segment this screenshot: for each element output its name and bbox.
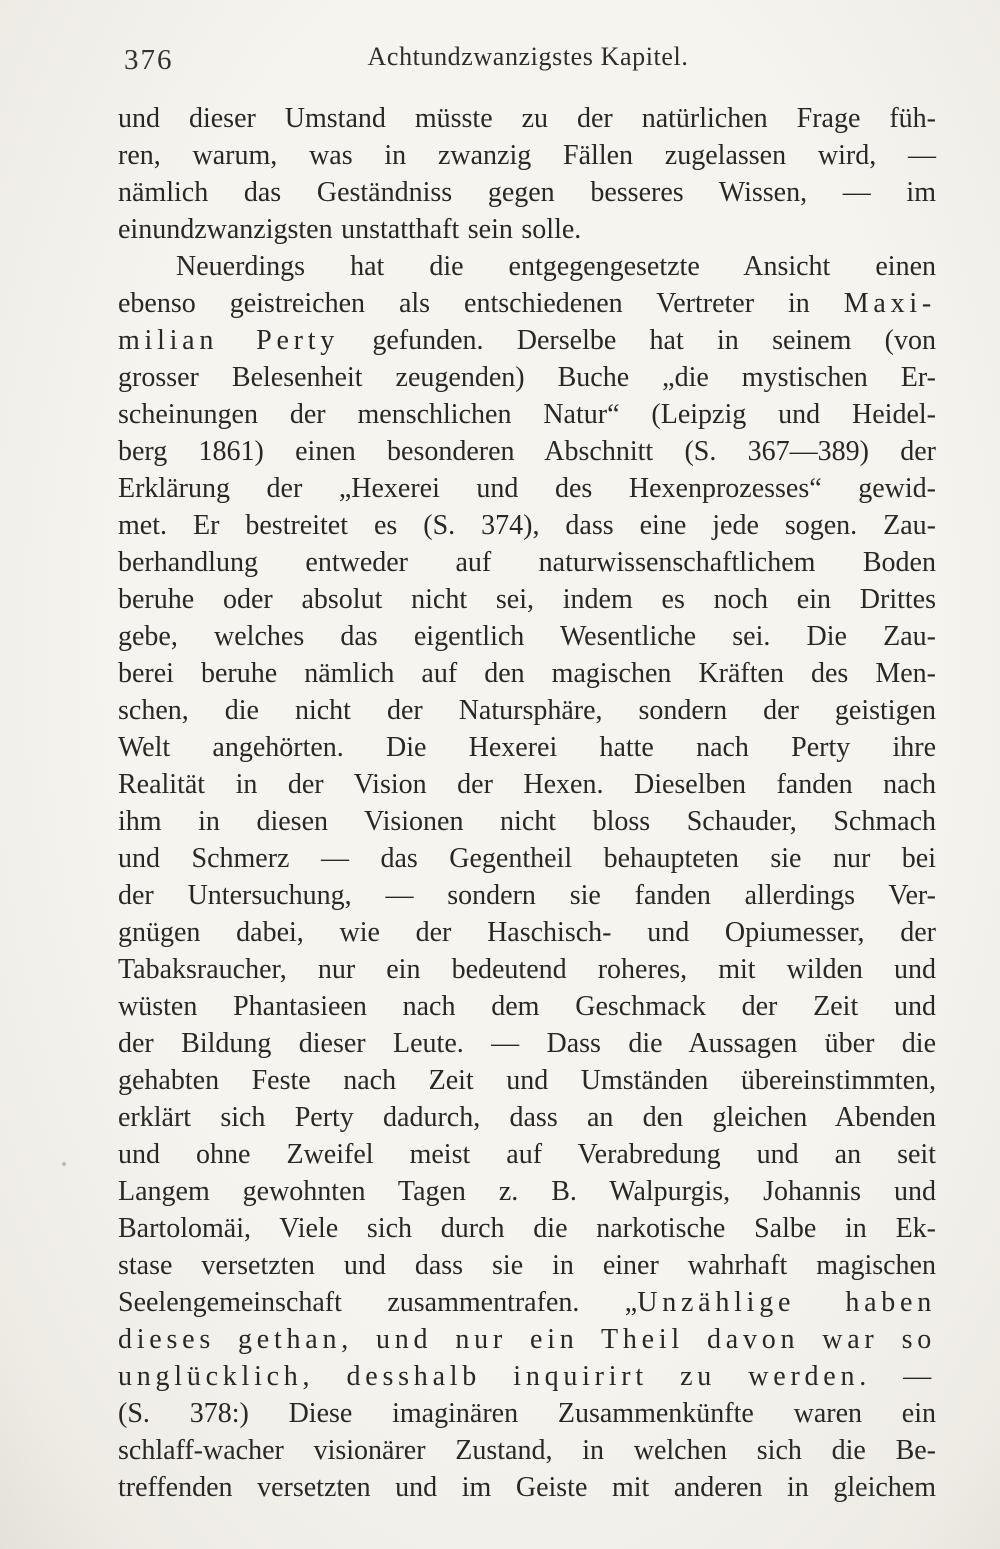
text-line (118, 655, 936, 692)
spaced-text: dieses gethan, und nur ein Theil davon war so (118, 1324, 936, 1355)
body-text: Bartolomäi, Viele sich durch die narkotische Salbe in Ek- (118, 1213, 936, 1244)
body-text: Tabaksraucher, nur ein bedeutend roheres, mit wilden und (118, 954, 936, 985)
text-line (118, 1321, 936, 1358)
text-line (118, 1358, 936, 1395)
body-text: Neuerdings hat die entgegengesetzte Ansicht einen (176, 251, 936, 282)
page-number: 376 (124, 44, 174, 76)
body-text: gehabten Feste nach Zeit und Umständen übereinstimmten, (118, 1065, 936, 1096)
body-text: erklärt sich Perty dadurch, dass an den gleichen Abenden (118, 1102, 936, 1133)
text-line (118, 322, 936, 359)
text-line (118, 1210, 936, 1247)
body-text: berei beruhe nämlich auf den magischen Kräften des Men- (118, 658, 936, 689)
book-page (118, 36, 938, 1506)
text-line (118, 1284, 936, 1321)
body-text: wüsten Phantasieen nach dem Geschmack der Zeit und (118, 991, 936, 1022)
body-text: gebe, welches das eigentlich Wesentliche sei. Die Zau- (118, 621, 936, 652)
text-line (118, 174, 936, 211)
text-line (118, 729, 936, 766)
text-line (118, 248, 936, 285)
body-text: Langem gewohnten Tagen z. B. Walpurgis, Johannis und (118, 1176, 936, 1207)
body-text: und dieser Umstand müsste zu der natürlichen Frage füh- (118, 103, 936, 134)
body-text: einundzwanzigsten unstatthaft sein solle. (118, 214, 582, 245)
text-line (118, 433, 936, 470)
text-line (118, 1025, 936, 1062)
text-line (118, 840, 936, 877)
text-line (118, 1432, 936, 1469)
body-text: berhandlung entweder auf naturwissenschaftlichem Boden (118, 547, 936, 578)
spaced-text: Maxi- (843, 288, 936, 319)
page-header (118, 36, 938, 82)
text-line (118, 137, 936, 174)
scan-speck (62, 1162, 66, 1166)
text-line (118, 914, 936, 951)
body-text: schlaff-wacher visionärer Zustand, in welchen sich die Be- (118, 1435, 936, 1466)
body-text: stase versetzten und dass sie in einer wahrhaft magischen (118, 1250, 936, 1281)
text-line (118, 766, 936, 803)
body-text: (S. 378:) Diese imaginären Zusammenkünfte waren ein (118, 1398, 936, 1429)
body-text: scheinungen der menschlichen Natur“ (Leipzig und Heidel- (118, 399, 936, 430)
spaced-text: milian Perty (118, 325, 340, 356)
text-line (118, 1136, 936, 1173)
body-text: Erklärung der „Hexerei und des Hexenprozesses“ gewid- (118, 473, 936, 504)
text-line (118, 1469, 936, 1506)
chapter-title: Achtundzwanzigstes Kapitel. (367, 42, 689, 71)
text-line (118, 100, 936, 137)
text-line (118, 285, 936, 322)
body-text: ebenso geistreichen als entschiedenen Vertreter in (118, 288, 844, 319)
text-line (118, 1173, 936, 1210)
text-line (118, 544, 936, 581)
body-text: grosser Belesenheit zeugenden) Buche „die mystischen Er- (118, 362, 936, 393)
body-text: ren, warum, was in zwanzig Fällen zugelassen wird, — (118, 140, 936, 171)
text-line (118, 507, 936, 544)
text-line (118, 1247, 936, 1284)
text-line (118, 877, 936, 914)
body-text: gefunden. Derselbe hat in seinem (von (339, 325, 936, 356)
body-text: der Untersuchung, — sondern sie fanden allerdings Ver- (118, 880, 936, 911)
body-text: Welt angehörten. Die Hexerei hatte nach Perty ihre (118, 732, 936, 763)
text-line (118, 396, 936, 433)
text-line (118, 988, 936, 1025)
text-line (118, 951, 936, 988)
body-text: ihm in diesen Visionen nicht bloss Schauder, Schmach (118, 806, 936, 837)
text-line (118, 581, 936, 618)
text-line (118, 211, 936, 248)
text-line (118, 1395, 936, 1432)
body-text: Realität in der Vision der Hexen. Dieselben fanden nach (118, 769, 936, 800)
text-line (118, 692, 936, 729)
body-text: der Bildung dieser Leute. — Dass die Aussagen über die (118, 1028, 936, 1059)
body-text: und ohne Zweifel meist auf Verabredung und an seit (118, 1139, 936, 1170)
body-text: gnügen dabei, wie der Haschisch- und Opiumesser, der (118, 917, 936, 948)
text-line (118, 1099, 936, 1136)
text-line (118, 359, 936, 396)
body-text: und Schmerz — das Gegentheil behaupteten sie nur bei (118, 843, 936, 874)
text-line (118, 618, 936, 655)
text-line (118, 803, 936, 840)
body-text: schen, die nicht der Natursphäre, sondern der geistigen (118, 695, 936, 726)
text-block (118, 100, 936, 1506)
body-text: met. Er bestreitet es (S. 374), dass eine jede sogen. Zau- (118, 510, 936, 541)
body-text: berg 1861) einen besonderen Abschnitt (S. 367—389) der (118, 436, 936, 467)
text-line (118, 1062, 936, 1099)
body-text: treffenden versetzten und im Geiste mit anderen in gleichem (118, 1472, 936, 1503)
spaced-text: unglücklich, desshalb inquirirt zu werden. — (118, 1361, 936, 1392)
text-line (118, 470, 936, 507)
spaced-text: Unzählige haben (637, 1287, 936, 1318)
body-text: Seelengemeinschaft zusammentrafen. „ (118, 1287, 638, 1318)
body-text: nämlich das Geständniss gegen besseres Wissen, — im (118, 177, 936, 208)
body-text: beruhe oder absolut nicht sei, indem es noch ein Drittes (118, 584, 936, 615)
